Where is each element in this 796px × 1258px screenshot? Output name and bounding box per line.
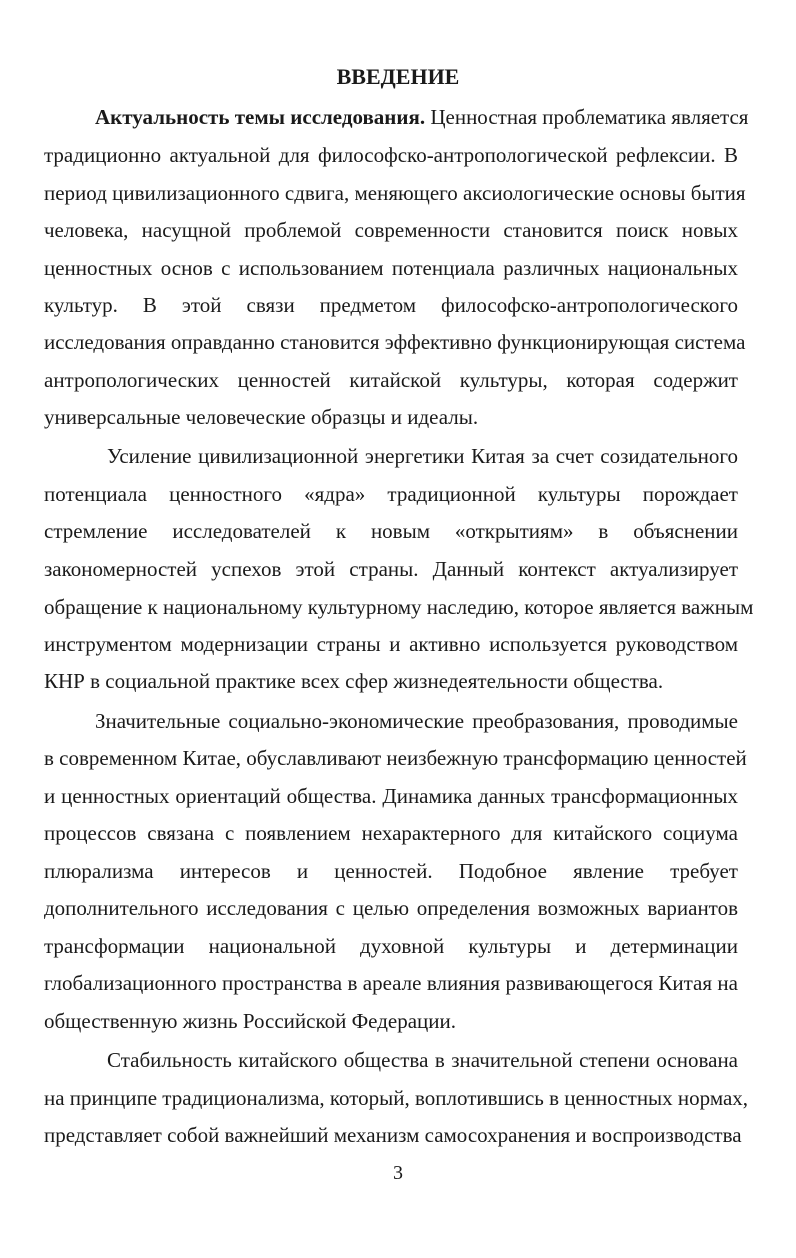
text-line: культур. В этой связи предметом философско-антропологического (44, 293, 738, 317)
text-fragment: Ценностная проблематика является (425, 105, 749, 129)
text-line: универсальные человеческие образцы и идеалы. (44, 405, 479, 429)
text-line: Стабильность китайского общества в значительной степени основана (107, 1048, 738, 1072)
section-lead-heading: Актуальность темы исследования. (95, 105, 426, 129)
text-line: стремление исследователей к новым «открытиям» в объяснении (44, 519, 738, 543)
text-line: трансформации национальной духовной культуры и детерминации (44, 934, 738, 958)
text-line: потенциала ценностного «ядра» традиционной культуры порождает (44, 482, 738, 506)
text-line: традиционно актуальной для философско-антропологической рефлексии. В (44, 143, 738, 167)
text-line: закономерностей успехов этой страны. Данный контекст актуализирует (44, 557, 738, 581)
text-line: плюрализма интересов и ценностей. Подобное явление требует (44, 859, 738, 883)
text-line (95, 102, 749, 132)
text-line: глобализационного пространства в ареале влияния развивающегося Китая на (44, 971, 738, 995)
text-line: антропологических ценностей китайской культуры, которая содержит (44, 368, 738, 392)
page-title: ВВЕДЕНИЕ (336, 64, 460, 89)
text-line: человека, насущной проблемой современности становится поиск новых (44, 218, 738, 242)
text-line: общественную жизнь Российской Федерации. (44, 1009, 457, 1033)
text-line: КНР в социальной практике всех сфер жизнедеятельности общества. (44, 669, 664, 693)
text-line: обращение к национальному культурному наследию, которое является важным (44, 595, 754, 619)
text-line: представляет собой важнейший механизм самосохранения и воспроизводства (44, 1123, 742, 1147)
text-line: ценностных основ с использованием потенциала различных национальных (44, 256, 738, 280)
text-line: исследования оправданно становится эффективно функционирующая система (44, 330, 746, 354)
text-line: на принципе традиционализма, который, воплотившись в ценностных нормах, (44, 1086, 749, 1110)
text-line: период цивилизационного сдвига, меняющего аксиологические основы бытия (44, 181, 746, 205)
text-line: и ценностных ориентаций общества. Динамика данных трансформационных (44, 784, 738, 808)
text-line: инструментом модернизации страны и активно используется руководством (44, 632, 738, 656)
text-line: Значительные социально-экономические преобразования, проводимые (95, 709, 738, 733)
page-number: 3 (393, 1162, 403, 1184)
text-line: в современном Китае, обуславливают неизбежную трансформацию ценностей (44, 746, 747, 770)
text-line: Усиление цивилизационной энергетики Китая за счет созидательного (107, 444, 738, 468)
text-line: процессов связана с появлением нехарактерного для китайского социума (44, 821, 738, 845)
text-line: дополнительного исследования с целью определения возможных вариантов (44, 896, 738, 920)
